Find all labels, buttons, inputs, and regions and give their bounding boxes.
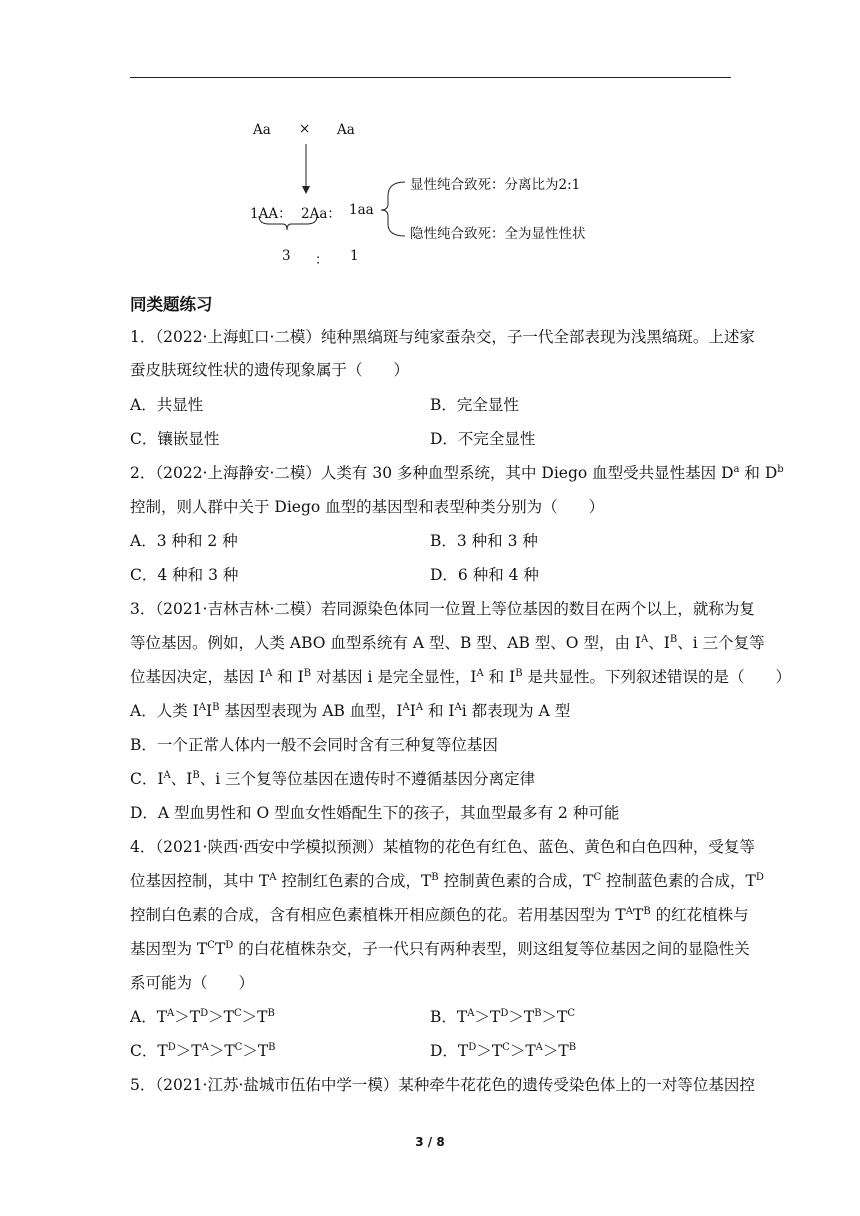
offspring-aa-dominant: 1AA： — [250, 206, 292, 222]
q1-option-c: C．镶嵌显性 — [130, 430, 220, 448]
q2-line1 — [130, 461, 784, 483]
q4-option-b: B．$T^A>T^D>T^B>T^C$ — [430, 1008, 576, 1026]
q2-sup-b: b — [777, 464, 784, 475]
header-rule — [130, 77, 731, 78]
offspring-aa-recessive: 1aa — [349, 202, 374, 218]
q4-line1: 4．（2021·陕西·西安中学模拟预测）某植物的花色有红色、蓝色、黄色和白色四种，受复等 — [130, 838, 755, 856]
q1-line1: 1．（2022·上海虹口·二模）纯种黑缟斑与纯家蚕杂交，子一代全部表现为浅黑缟斑。上述家 — [130, 328, 755, 346]
q4-line5: 系可能为（ ） — [130, 974, 255, 992]
ratio-colon: ： — [315, 252, 329, 268]
note-recessive-lethal: 隐性纯合致死：全为显性性状 — [410, 226, 586, 242]
diagram-lines — [245, 118, 605, 268]
q2-line2: 控制，则人群中关于 Diego 血型的基因型和表型种类分别为（ ） — [130, 498, 605, 516]
q3-option-a: A．人类 $I^AI^B$ 基因型表现为 AB 血型，$I^AI^A$ 和 $I^Ai$ 都表现为 A 型 — [130, 702, 571, 720]
q3-option-d: D．A 型血男性和 O 型血女性婚配生下的孩子，其血型最多有 2 种可能 — [130, 804, 620, 822]
q4-option-d: D．$T^D>T^C>T^A>T^B$ — [430, 1042, 577, 1060]
q2-sup-a: a — [733, 464, 740, 475]
q3-option-b: B．一个正常人体内一般不会同时含有三种复等位基因 — [130, 736, 498, 754]
section-title: 同类题练习 — [130, 295, 213, 314]
q4-line2: 位基因控制，其中 $T^A$ 控制红色素的合成，$T^B$ 控制黄色素的合成，$T^C$ 控制蓝色素的合成，$T^D$ — [130, 872, 764, 890]
q4-option-a: A．$T^A>T^D>T^C>T^B$ — [130, 1008, 275, 1026]
q4-line3: 控制白色素的合成，含有相应色素植株开相应颜色的花。若用基因型为 $T^AT^B$ 的红花植株与 — [130, 906, 749, 924]
q2-line1-text2: 和 D — [739, 464, 778, 482]
q2-line1-text: 2．（2022·上海静安·二模）人类有 30 多种血型系统，其中 Diego 血型受共显性基因 D — [130, 464, 734, 482]
parent1: Aa — [253, 122, 271, 138]
q3-line2: 等位基因。例如，人类 ABO 血型系统有 A 型、B 型、AB 型、O 型，由 $I^A$、$I^B$、i 三个复等 — [130, 634, 765, 652]
q1-line2: 蚕皮肤斑纹性状的遗传现象属于（ ） — [130, 361, 410, 379]
q4-option-c: C．$T^D>T^A>T^C>T^B$ — [130, 1042, 276, 1060]
q1-option-a: A．共显性 — [130, 396, 204, 414]
q2-option-d: D．6 种和 4 种 — [430, 566, 539, 584]
q1-option-d: D．不完全显性 — [430, 430, 536, 448]
q2-option-c: C．4 种和 3 种 — [130, 566, 239, 584]
cross-diagram — [245, 118, 605, 268]
ratio-left: 3 — [282, 248, 291, 264]
q2-option-a: A．3 种和 2 种 — [130, 532, 238, 550]
offspring-aa-hetero: 2Aa： — [301, 206, 341, 222]
q3-option-c: C．$I^A$、$I^B$、i 三个复等位基因在遗传时不遵循基因分离定律 — [130, 770, 536, 788]
q4-line4: 基因型为 $T^CT^D$ 的白花植株杂交，子一代只有两种表型，则这组复等位基因之间的显隐性关 — [130, 940, 750, 958]
parent2: Aa — [337, 122, 355, 138]
q3-line3: 位基因决定，基因 $I^A$ 和 $I^B$ 对基因 i 是完全显性，$I^A$ 和 $I^B$ 是共显性。下列叙述错误的是（ ） — [130, 668, 792, 686]
page-number: 3 / 8 — [415, 1135, 445, 1149]
note-dominant-lethal: 显性纯合致死：分离比为2:1 — [410, 177, 581, 193]
q5-line1: 5．（2021·江苏·盐城市伍佑中学一模）某种牵牛花花色的遗传受染色体上的一对等位基因控 — [130, 1076, 755, 1094]
q2-option-b: B．3 种和 3 种 — [430, 532, 538, 550]
q1-option-b: B．完全显性 — [430, 396, 519, 414]
ratio-right: 1 — [350, 248, 359, 264]
q3-line1: 3．（2021·吉林吉林·二模）若同源染色体同一位置上等位基因的数目在两个以上，就称为复 — [130, 600, 755, 618]
cross-symbol: × — [299, 121, 311, 137]
